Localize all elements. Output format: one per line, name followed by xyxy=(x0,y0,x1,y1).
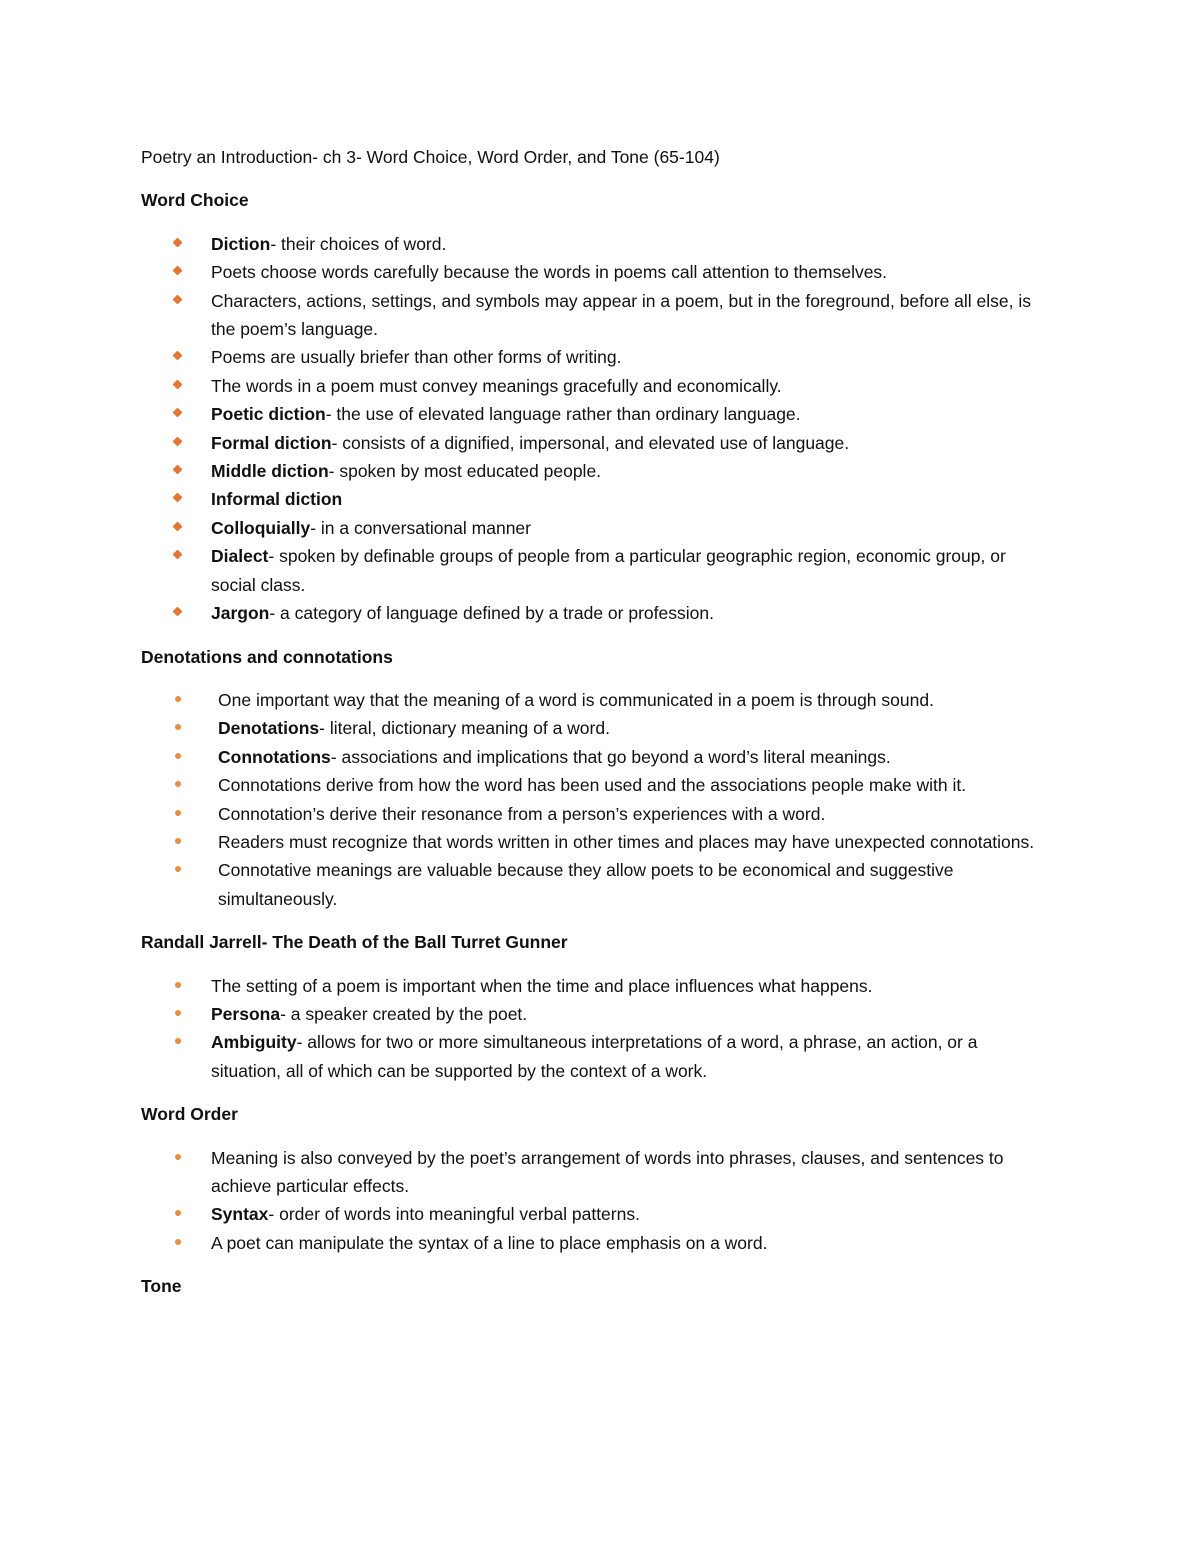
list-item xyxy=(141,457,1051,485)
list-item xyxy=(141,287,1051,344)
dot-bullet-icon xyxy=(173,1000,185,1028)
heading-tone: Tone xyxy=(141,1276,182,1297)
list-item xyxy=(141,258,1051,286)
list-item xyxy=(141,1028,1051,1085)
dot-bullet-icon xyxy=(173,1229,185,1257)
item-text: The setting of a poem is important when the time and place influences what happens. xyxy=(211,975,873,996)
item-text: Connotative meanings are valuable because they allow poets to be economical and suggestive simultaneously. xyxy=(218,860,954,909)
document-body xyxy=(141,143,1051,1316)
item-text: - order of words into meaningful verbal patterns. xyxy=(268,1204,640,1225)
item-text: - associations and implications that go beyond a word’s literal meanings. xyxy=(330,746,891,767)
term-label: Connotations xyxy=(218,746,331,767)
term-label: Syntax xyxy=(211,1204,269,1225)
arrow-bullet-icon xyxy=(173,372,185,400)
list-item xyxy=(141,828,1051,856)
item-text: The words in a poem must convey meanings gracefully and economically. xyxy=(211,375,782,396)
list-item xyxy=(141,743,1051,771)
dot-bullet-icon xyxy=(173,714,185,742)
heading-word-choice: Word Choice xyxy=(141,190,249,211)
item-text: - a category of language defined by a trade or profession. xyxy=(269,603,714,624)
list-item xyxy=(141,230,1051,258)
item-text: Meaning is also conveyed by the poet’s arrangement of words into phrases, clauses, and sentences to achieve particular effects. xyxy=(211,1147,1004,1196)
item-text: - spoken by definable groups of people from a particular geographic region, economic group, or social class. xyxy=(211,546,1006,595)
term-label: Formal diction xyxy=(211,432,332,453)
term-label: Jargon xyxy=(211,603,270,624)
term-label: Ambiguity xyxy=(211,1032,297,1053)
term-label: Middle diction xyxy=(211,461,329,482)
item-text: One important way that the meaning of a word is communicated in a poem is through sound. xyxy=(218,689,934,710)
heading-denotations-connotations: Denotations and connotations xyxy=(141,646,393,667)
list-item xyxy=(141,856,1051,913)
list-item xyxy=(141,429,1051,457)
arrow-bullet-icon xyxy=(173,258,185,286)
term-label: Denotations xyxy=(218,718,320,739)
item-text: - literal, dictionary meaning of a word. xyxy=(319,718,610,739)
heading-word-order: Word Order xyxy=(141,1104,238,1125)
item-text: A poet can manipulate the syntax of a line to place emphasis on a word. xyxy=(211,1232,768,1253)
arrow-bullet-icon xyxy=(173,514,185,542)
dot-bullet-icon xyxy=(173,1144,185,1172)
list-item xyxy=(141,972,1051,1000)
term-label: Diction xyxy=(211,233,271,254)
item-text: Poets choose words carefully because the words in poems call attention to themselves. xyxy=(211,262,888,283)
dot-bullet-icon xyxy=(173,743,185,771)
list-item xyxy=(141,1144,1051,1201)
term-label: Dialect xyxy=(211,546,269,567)
item-text: - a speaker created by the poet. xyxy=(280,1003,528,1024)
item-text: - the use of elevated language rather than ordinary language. xyxy=(325,404,801,425)
arrow-bullet-icon xyxy=(173,457,185,485)
arrow-bullet-icon xyxy=(173,599,185,627)
jarrell-list xyxy=(141,972,1051,1086)
term-label: Colloquially xyxy=(211,517,311,538)
term-label: Persona xyxy=(211,1003,281,1024)
word-order-list xyxy=(141,1144,1051,1258)
denotations-list xyxy=(141,686,1051,913)
item-text: Characters, actions, settings, and symbols may appear in a poem, but in the foreground, before all else, is the poem’s language. xyxy=(211,290,1032,340)
arrow-bullet-icon xyxy=(173,343,185,371)
dot-bullet-icon xyxy=(173,1200,185,1228)
arrow-bullet-icon xyxy=(173,542,185,570)
list-item xyxy=(141,343,1051,371)
heading-randall-jarrell: Randall Jarrell- The Death of the Ball Turret Gunner xyxy=(141,932,568,953)
dot-bullet-icon xyxy=(173,972,185,1000)
arrow-bullet-icon xyxy=(173,230,185,258)
list-item xyxy=(141,1200,1051,1228)
term-label: Poetic diction xyxy=(211,404,326,425)
list-item xyxy=(141,599,1051,627)
list-item xyxy=(141,400,1051,428)
arrow-bullet-icon xyxy=(173,485,185,513)
list-item xyxy=(141,1000,1051,1028)
arrow-bullet-icon xyxy=(173,429,185,457)
item-text: Readers must recognize that words written in other times and places may have unexpected connotations. xyxy=(218,831,1035,852)
list-item xyxy=(141,514,1051,542)
dot-bullet-icon xyxy=(173,856,185,884)
dot-bullet-icon xyxy=(173,686,185,714)
item-text: Connotation’s derive their resonance from a person’s experiences with a word. xyxy=(218,803,826,824)
document-title: Poetry an Introduction- ch 3- Word Choice, Word Order, and Tone (65-104) xyxy=(141,147,720,167)
arrow-bullet-icon xyxy=(173,287,185,315)
list-item xyxy=(141,485,1051,513)
list-item xyxy=(141,714,1051,742)
item-text: - their choices of word. xyxy=(270,233,447,254)
list-item xyxy=(141,542,1051,599)
list-item xyxy=(141,372,1051,400)
item-text: - spoken by most educated people. xyxy=(328,461,602,482)
item-text: Connotations derive from how the word has been used and the associations people make with it. xyxy=(218,775,967,796)
item-text: - in a conversational manner xyxy=(310,517,531,538)
list-item xyxy=(141,1229,1051,1257)
item-text: - allows for two or more simultaneous interpretations of a word, a phrase, an action, or a situation, all of which can be supported by the context of a work. xyxy=(211,1032,978,1081)
list-item xyxy=(141,771,1051,799)
dot-bullet-icon xyxy=(173,800,185,828)
word-choice-list xyxy=(141,230,1051,628)
dot-bullet-icon xyxy=(173,1028,185,1056)
list-item xyxy=(141,686,1051,714)
item-text: Poems are usually briefer than other forms of writing. xyxy=(211,347,622,368)
item-text: - consists of a dignified, impersonal, and elevated use of language. xyxy=(331,432,850,453)
dot-bullet-icon xyxy=(173,828,185,856)
list-item xyxy=(141,800,1051,828)
term-label: Informal diction xyxy=(211,489,343,510)
arrow-bullet-icon xyxy=(173,400,185,428)
dot-bullet-icon xyxy=(173,771,185,799)
